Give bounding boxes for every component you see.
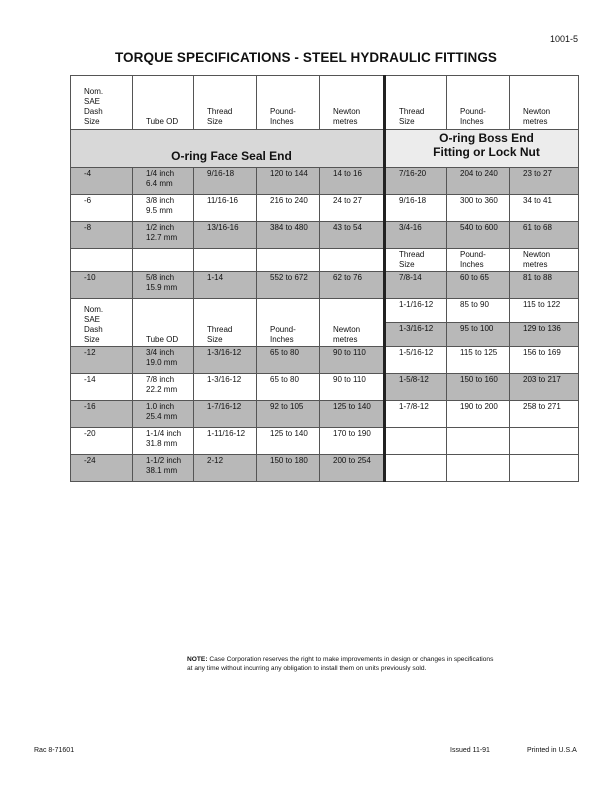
footer-doc-number: Rac 8-71601 xyxy=(34,747,75,754)
cell-dash: -16 xyxy=(71,401,133,428)
note-text: Case Corporation reserves the right to make improvements in design or changes in specifications at any time without incurring any obligation to install them on units previously sold. xyxy=(187,656,494,672)
cell-newton: 43 to 54 xyxy=(320,222,385,249)
cell-dash: -6 xyxy=(71,195,133,222)
page-title: TORQUE SPECIFICATIONS - STEEL HYDRAULIC FITTINGS xyxy=(114,50,498,65)
header-boss-newton-metres: Newton metres xyxy=(510,76,579,130)
cell-boss-newton: 61 to 68 xyxy=(510,222,579,249)
cell-pound: 92 to 105 xyxy=(257,401,320,428)
header-thread-size: Thread Size xyxy=(194,76,257,130)
header-pound-inches: Pound- Inches xyxy=(257,76,320,130)
table-row xyxy=(71,222,579,249)
cell-boss-thread xyxy=(385,455,447,482)
table-row xyxy=(71,401,579,428)
cell-boss-pound: 300 to 360 xyxy=(447,195,510,222)
cell-newton: 62 to 76 xyxy=(320,272,385,299)
table-row xyxy=(71,374,579,401)
cell-tube-od: 3/8 inch 9.5 mm xyxy=(133,195,194,222)
cell-pound: 216 to 240 xyxy=(257,195,320,222)
cell-newton: 90 to 110 xyxy=(320,347,385,374)
header2-dash-size: Nom. SAE Dash Size xyxy=(71,299,133,347)
empty-cell xyxy=(257,249,320,272)
table-header-row xyxy=(71,76,579,130)
cell-tube-od: 1-1/2 inch 38.1 mm xyxy=(133,455,194,482)
cell-pound: 65 to 80 xyxy=(257,374,320,401)
cell-tube-od: 1-1/4 inch 31.8 mm xyxy=(133,428,194,455)
cell-boss-newton xyxy=(510,455,579,482)
table-row xyxy=(71,455,579,482)
header-boss-pound-inches: Pound- Inches xyxy=(447,76,510,130)
cell-boss-thread: 3/4-16 xyxy=(385,222,447,249)
cell-boss-thread: 1-7/8-12 xyxy=(385,401,447,428)
note-label: NOTE: xyxy=(187,656,208,663)
cell-thread: 2-12 xyxy=(194,455,257,482)
empty-cell xyxy=(133,249,194,272)
cell-boss-newton xyxy=(510,428,579,455)
cell-boss-pound: 204 to 240 xyxy=(447,168,510,195)
cell-tube-od: 7/8 inch 22.2 mm xyxy=(133,374,194,401)
footer-issued: Issued 11-91 xyxy=(450,747,490,754)
cell-dash: -12 xyxy=(71,347,133,374)
cell-thread: 9/16-18 xyxy=(194,168,257,195)
cell-pound: 552 to 672 xyxy=(257,272,320,299)
cell-boss-newton: 81 to 88 xyxy=(510,272,579,299)
cell-boss-thread: 1-5/16-12 xyxy=(385,347,447,374)
empty-cell xyxy=(194,249,257,272)
cell-boss-newton: 23 to 27 xyxy=(510,168,579,195)
cell-boss-pound xyxy=(447,455,510,482)
page-number: 1001-5 xyxy=(549,34,578,44)
header2-tube-od: Tube OD xyxy=(133,299,194,347)
cell-pound: 65 to 80 xyxy=(257,347,320,374)
cell-newton: 200 to 254 xyxy=(320,455,385,482)
table-row xyxy=(71,168,579,195)
header2-pound-inches: Pound- Inches xyxy=(257,299,320,347)
header-tube-od: Tube OD xyxy=(133,76,194,130)
header2-thread-size: Thread Size xyxy=(194,299,257,347)
header2-newton-metres: Newton metres xyxy=(320,299,385,347)
cell-boss-newton: 115 to 122 xyxy=(510,299,579,323)
sub-header-pound: Pound- Inches xyxy=(447,249,510,272)
cell-boss-pound: 95 to 100 xyxy=(447,323,510,347)
cell-thread: 1-7/16-12 xyxy=(194,401,257,428)
cell-boss-newton: 258 to 271 xyxy=(510,401,579,428)
cell-boss-thread: 1-3/16-12 xyxy=(385,323,447,347)
cell-dash: -4 xyxy=(71,168,133,195)
footer-printed: Printed in U.S.A xyxy=(527,747,577,754)
cell-boss-thread: 7/16-20 xyxy=(385,168,447,195)
cell-tube-od: 1/2 inch 12.7 mm xyxy=(133,222,194,249)
sub-header-newton: Newton metres xyxy=(510,249,579,272)
cell-thread: 13/16-16 xyxy=(194,222,257,249)
torque-table xyxy=(70,75,579,482)
cell-boss-pound: 540 to 600 xyxy=(447,222,510,249)
cell-boss-pound: 150 to 160 xyxy=(447,374,510,401)
table-row xyxy=(71,195,579,222)
cell-dash: -24 xyxy=(71,455,133,482)
cell-thread: 1-11/16-12 xyxy=(194,428,257,455)
cell-thread: 1-3/16-12 xyxy=(194,374,257,401)
cell-dash: -20 xyxy=(71,428,133,455)
cell-newton: 14 to 16 xyxy=(320,168,385,195)
cell-boss-thread: 1-1/16-12 xyxy=(385,299,447,323)
header-boss-thread-size: Thread Size xyxy=(385,76,447,130)
table-header-row-2a xyxy=(71,299,579,323)
header-dash-size: Nom. SAE Dash Size xyxy=(71,76,133,130)
sub-header-thread: Thread Size xyxy=(385,249,447,272)
cell-thread: 1-3/16-12 xyxy=(194,347,257,374)
cell-newton: 125 to 140 xyxy=(320,401,385,428)
cell-boss-pound xyxy=(447,428,510,455)
cell-pound: 120 to 144 xyxy=(257,168,320,195)
cell-thread: 11/16-16 xyxy=(194,195,257,222)
cell-tube-od: 5/8 inch 15.9 mm xyxy=(133,272,194,299)
cell-dash: -8 xyxy=(71,222,133,249)
cell-boss-newton: 129 to 136 xyxy=(510,323,579,347)
cell-pound: 150 to 180 xyxy=(257,455,320,482)
section-boss-end: O-ring Boss End Fitting or Lock Nut xyxy=(385,130,579,168)
cell-tube-od: 3/4 inch 19.0 mm xyxy=(133,347,194,374)
cell-boss-thread: 9/16-18 xyxy=(385,195,447,222)
note xyxy=(187,655,499,673)
cell-pound: 384 to 480 xyxy=(257,222,320,249)
header-newton-metres: Newton metres xyxy=(320,76,385,130)
cell-tube-od: 1.0 inch 25.4 mm xyxy=(133,401,194,428)
cell-boss-pound: 85 to 90 xyxy=(447,299,510,323)
cell-boss-thread: 1-5/8-12 xyxy=(385,374,447,401)
cell-boss-pound: 115 to 125 xyxy=(447,347,510,374)
cell-boss-pound: 190 to 200 xyxy=(447,401,510,428)
cell-boss-thread: 7/8-14 xyxy=(385,272,447,299)
cell-dash: -10 xyxy=(71,272,133,299)
table-row xyxy=(71,428,579,455)
section-face-seal: O-ring Face Seal End xyxy=(71,130,385,168)
section-header-row xyxy=(71,130,579,168)
cell-boss-pound: 60 to 65 xyxy=(447,272,510,299)
table-row xyxy=(71,347,579,374)
cell-boss-thread xyxy=(385,428,447,455)
cell-thread: 1-14 xyxy=(194,272,257,299)
cell-boss-newton: 203 to 217 xyxy=(510,374,579,401)
cell-pound: 125 to 140 xyxy=(257,428,320,455)
empty-cell xyxy=(320,249,385,272)
sub-header-row xyxy=(71,249,579,272)
cell-newton: 24 to 27 xyxy=(320,195,385,222)
cell-tube-od: 1/4 inch 6.4 mm xyxy=(133,168,194,195)
cell-newton: 90 to 110 xyxy=(320,374,385,401)
cell-boss-newton: 156 to 169 xyxy=(510,347,579,374)
cell-newton: 170 to 190 xyxy=(320,428,385,455)
cell-dash: -14 xyxy=(71,374,133,401)
cell-boss-newton: 34 to 41 xyxy=(510,195,579,222)
empty-cell xyxy=(71,249,133,272)
table-row xyxy=(71,272,579,299)
